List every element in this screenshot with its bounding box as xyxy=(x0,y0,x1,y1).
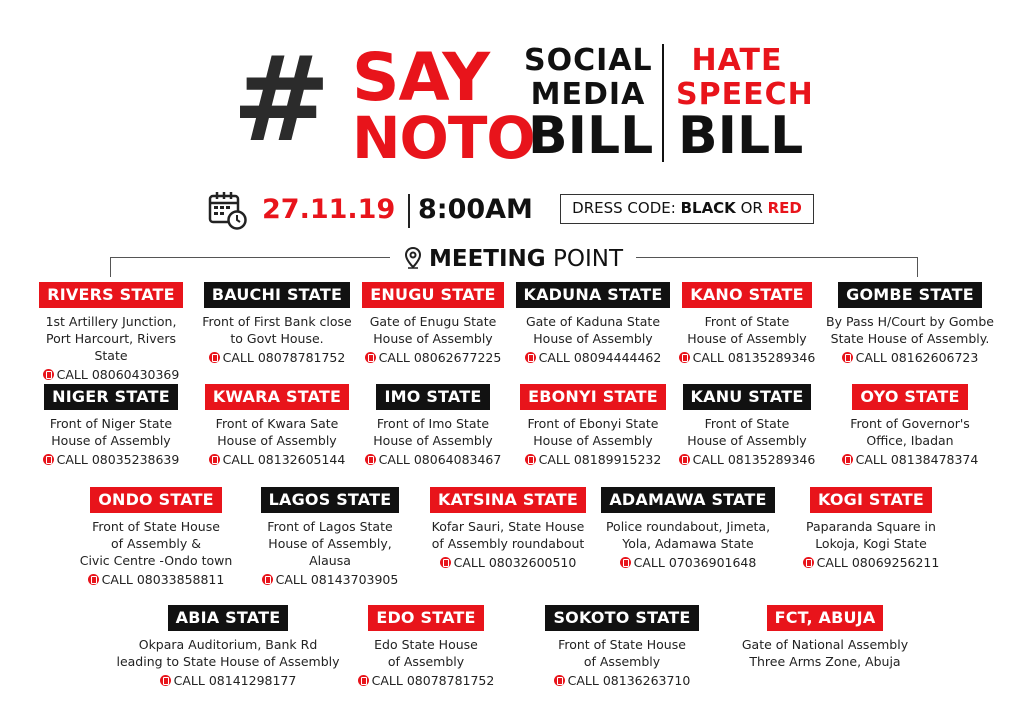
call-line xyxy=(196,349,358,366)
phone-number: 08138478374 xyxy=(890,452,979,467)
state-card xyxy=(418,487,598,571)
state-name-label: ENUGU STATE xyxy=(362,282,503,308)
phone-icon xyxy=(525,352,536,363)
call-line xyxy=(666,349,828,366)
hate-word: HATE xyxy=(691,43,783,78)
calendar-clock-icon xyxy=(208,190,248,230)
call-line xyxy=(790,554,952,571)
dress-code-box xyxy=(560,194,814,224)
state-address: Edo State House of Assembly xyxy=(374,637,478,669)
state-card xyxy=(352,282,514,366)
call-label: CALL xyxy=(855,452,887,467)
state-name-label: KOGI STATE xyxy=(810,487,932,513)
call-line xyxy=(344,672,508,689)
call-line xyxy=(512,451,674,468)
call-label: CALL xyxy=(816,555,848,570)
state-name-label: ONDO STATE xyxy=(90,487,222,513)
phone-icon xyxy=(525,454,536,465)
call-line xyxy=(110,672,346,689)
call-label: CALL xyxy=(56,367,88,382)
phone-icon xyxy=(160,675,171,686)
state-address: Front of Niger State House of Assembly xyxy=(49,416,173,448)
state-address: Paparanda Square in Lokoja, Kogi State xyxy=(806,519,936,551)
state-address: Front of State House of Assembly & Civic Centre -Ondo town xyxy=(79,519,233,568)
state-name-label: NIGER STATE xyxy=(44,384,178,410)
social-media-bill-word: BILL xyxy=(528,106,654,166)
state-card xyxy=(70,487,242,588)
call-line xyxy=(30,451,192,468)
dress-code-or: OR xyxy=(735,199,768,217)
call-label: CALL xyxy=(173,673,205,688)
phone-number: 08141298177 xyxy=(208,673,297,688)
state-name-label: EBONYI STATE xyxy=(520,384,666,410)
call-line xyxy=(196,451,358,468)
call-label: CALL xyxy=(567,673,599,688)
phone-icon xyxy=(43,369,54,380)
state-address: 1st Artillery Junction, Port Harcourt, Rivers State xyxy=(45,314,177,363)
state-name-label: KANU STATE xyxy=(683,384,812,410)
state-address: Front of State House of Assembly xyxy=(687,416,807,448)
state-address: Front of Kwara Sate House of Assembly xyxy=(215,416,339,448)
call-line xyxy=(822,349,998,366)
phone-icon xyxy=(88,574,99,585)
call-label: CALL xyxy=(633,555,665,570)
meeting-word: MEETING xyxy=(428,246,546,272)
state-address: Okpara Auditorium, Bank Rd leading to State House of Assembly xyxy=(116,637,340,669)
state-name-label: IMO STATE xyxy=(376,384,489,410)
phone-icon xyxy=(358,675,369,686)
call-line xyxy=(30,366,192,383)
point-word: POINT xyxy=(545,246,623,272)
phone-number: 08136263710 xyxy=(602,673,691,688)
phone-icon xyxy=(620,557,631,568)
state-card xyxy=(30,282,192,383)
state-card xyxy=(600,487,776,571)
call-line xyxy=(352,451,514,468)
call-label: CALL xyxy=(453,555,485,570)
call-label: CALL xyxy=(538,452,570,467)
state-name-label: SOKOTO STATE xyxy=(545,605,698,631)
call-line xyxy=(418,554,598,571)
state-name-label: ABIA STATE xyxy=(168,605,289,631)
state-address: Front of Lagos State House of Assembly, Alausa xyxy=(267,519,393,568)
phone-number: 08135289346 xyxy=(727,350,816,365)
phone-number: 08189915232 xyxy=(573,452,662,467)
state-card xyxy=(666,282,828,366)
state-card xyxy=(30,384,192,468)
phone-icon xyxy=(679,454,690,465)
phone-icon xyxy=(679,352,690,363)
call-line xyxy=(244,571,416,588)
state-name-label: BAUCHI STATE xyxy=(204,282,350,308)
location-pin-icon xyxy=(403,247,423,277)
dress-code-black: BLACK xyxy=(680,199,736,217)
state-name-label: ADAMAWA STATE xyxy=(601,487,774,513)
call-line xyxy=(600,554,776,571)
call-line xyxy=(666,451,828,468)
header-divider xyxy=(662,44,664,162)
call-line xyxy=(530,672,714,689)
phone-icon xyxy=(43,454,54,465)
phone-number: 08078781752 xyxy=(406,673,495,688)
state-name-label: OYO STATE xyxy=(852,384,967,410)
event-time: 8:00AM xyxy=(418,194,533,225)
call-line xyxy=(352,349,514,366)
state-card xyxy=(196,384,358,468)
date-time-divider xyxy=(408,194,410,228)
state-address: Front of First Bank close to Govt House. xyxy=(202,314,352,346)
phone-icon xyxy=(209,454,220,465)
phone-icon xyxy=(842,454,853,465)
speech-word: SPEECH xyxy=(676,77,814,112)
phone-number: 08094444462 xyxy=(573,350,662,365)
hate-speech-bill-word: BILL xyxy=(678,106,804,166)
dress-code-prefix: DRESS CODE: xyxy=(572,199,681,217)
call-line xyxy=(70,571,242,588)
meeting-point-heading xyxy=(390,244,636,274)
state-address: Gate of Enugu State House of Assembly xyxy=(369,314,497,346)
call-line xyxy=(822,451,998,468)
noto-text: NOTO xyxy=(352,104,535,172)
media-word: MEDIA xyxy=(530,77,646,112)
phone-icon xyxy=(365,454,376,465)
state-name-label: KANO STATE xyxy=(682,282,812,308)
state-card xyxy=(822,384,998,468)
phone-number: 08132605144 xyxy=(257,452,346,467)
call-label: CALL xyxy=(101,572,133,587)
state-card xyxy=(530,605,714,689)
state-card xyxy=(352,384,514,468)
phone-number: 08035238639 xyxy=(91,452,180,467)
call-label: CALL xyxy=(56,452,88,467)
state-card xyxy=(790,487,952,571)
say-text: SAY xyxy=(352,39,490,116)
state-name-label: KATSINA STATE xyxy=(430,487,586,513)
phone-number: 07036901648 xyxy=(668,555,757,570)
dress-code-red: RED xyxy=(767,199,802,217)
call-label: CALL xyxy=(222,452,254,467)
call-label: CALL xyxy=(538,350,570,365)
state-name-label: RIVERS STATE xyxy=(39,282,183,308)
phone-number: 08032600510 xyxy=(488,555,577,570)
social-word: SOCIAL xyxy=(524,43,653,78)
phone-icon xyxy=(842,352,853,363)
phone-number: 08135289346 xyxy=(727,452,816,467)
phone-number: 08060430369 xyxy=(91,367,180,382)
state-address: Front of Imo State House of Assembly xyxy=(373,416,493,448)
state-card xyxy=(720,605,930,670)
hate-speech-label xyxy=(676,43,814,112)
phone-icon xyxy=(803,557,814,568)
phone-icon xyxy=(365,352,376,363)
state-name-label: GOMBE STATE xyxy=(838,282,982,308)
social-media-label xyxy=(524,44,652,112)
call-label: CALL xyxy=(222,350,254,365)
call-label: CALL xyxy=(275,572,307,587)
state-card xyxy=(344,605,508,689)
call-label: CALL xyxy=(371,673,403,688)
state-name-label: KADUNA STATE xyxy=(516,282,671,308)
state-address: Gate of National Assembly Three Arms Zone, Abuja xyxy=(741,637,909,669)
phone-icon xyxy=(554,675,565,686)
state-card xyxy=(196,282,358,366)
state-name-label: FCT, ABUJA xyxy=(767,605,884,631)
phone-number: 08062677225 xyxy=(413,350,502,365)
state-address: Police roundabout, Jimeta, Yola, Adamawa State xyxy=(605,519,771,551)
state-name-label: LAGOS STATE xyxy=(261,487,400,513)
state-card xyxy=(666,384,828,468)
state-address: Front of State House of Assembly xyxy=(558,637,686,669)
phone-number: 08069256211 xyxy=(851,555,940,570)
phone-number: 08143703905 xyxy=(310,572,399,587)
state-address: Front of Governor's Office, Ibadan xyxy=(850,416,970,448)
state-card xyxy=(822,282,998,366)
call-label: CALL xyxy=(378,452,410,467)
phone-number: 08064083467 xyxy=(413,452,502,467)
call-label: CALL xyxy=(378,350,410,365)
phone-icon xyxy=(209,352,220,363)
state-address: Front of Ebonyi State House of Assembly xyxy=(527,416,659,448)
phone-icon xyxy=(440,557,451,568)
state-card xyxy=(512,384,674,468)
event-date: 27.11.19 xyxy=(262,194,396,225)
hash-symbol: # xyxy=(232,30,325,168)
phone-number: 08078781752 xyxy=(257,350,346,365)
state-address: By Pass H/Court by Gombe State House of Assembly. xyxy=(826,314,994,346)
phone-icon xyxy=(262,574,273,585)
state-card xyxy=(110,605,346,689)
state-card xyxy=(244,487,416,588)
state-address: Gate of Kaduna State House of Assembly xyxy=(525,314,661,346)
call-label: CALL xyxy=(692,350,724,365)
state-card xyxy=(512,282,674,366)
state-address: Kofar Sauri, State House of Assembly roundabout xyxy=(431,519,585,551)
call-label: CALL xyxy=(692,452,724,467)
call-label: CALL xyxy=(855,350,887,365)
phone-number: 08162606723 xyxy=(890,350,979,365)
state-address: Front of State House of Assembly xyxy=(687,314,807,346)
phone-number: 08033858811 xyxy=(136,572,225,587)
call-line xyxy=(512,349,674,366)
state-name-label: KWARA STATE xyxy=(205,384,349,410)
state-name-label: EDO STATE xyxy=(368,605,483,631)
